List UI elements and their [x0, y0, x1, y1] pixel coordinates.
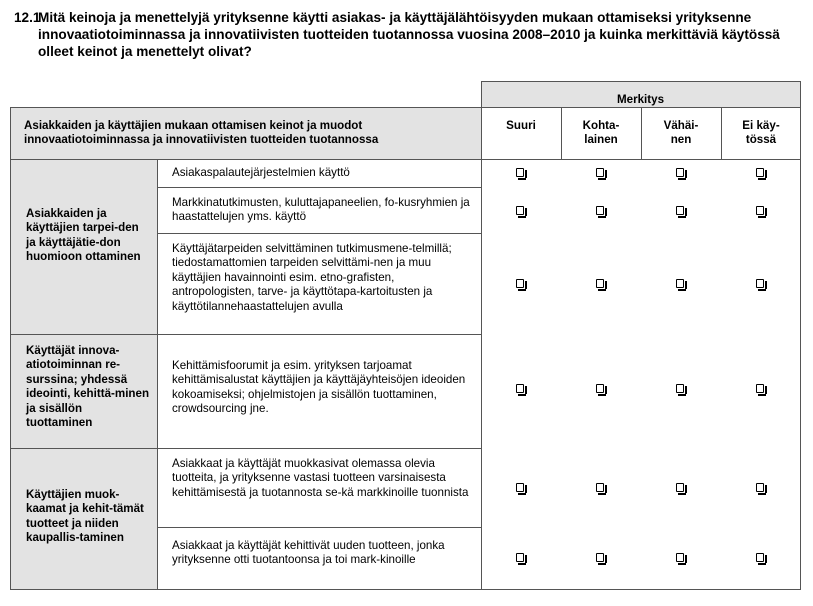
checkbox-vahainen[interactable]: [676, 168, 684, 177]
table-divider: [157, 233, 481, 234]
column-header-vahainen: Vähäi- nen: [663, 119, 699, 147]
item-label: Asiakkaat ja käyttäjät kehittivät uuden tuotteen, jonka yrityksenne otti tuotantoonsa ja toi mark-kinoille: [172, 539, 445, 567]
item-label: Kehittämisfoorumit ja esim. yrityksen tarjoamat kehittämisalustat käyttäjien ja käyttäjäyhteisöjen ideoiden kokoamiseksi; ohjelmistojen ja sisällön tuottaminen, crowdsourcing jne.: [172, 359, 466, 416]
table-border: [481, 81, 801, 82]
checkbox-vahainen[interactable]: [676, 279, 684, 288]
checkbox-suuri[interactable]: [516, 168, 524, 177]
table-divider: [157, 187, 481, 188]
question-number: 12.1: [14, 10, 41, 25]
checkbox-ei-kaytossa[interactable]: [756, 168, 764, 177]
column-header-suuri: Suuri: [506, 119, 536, 132]
checkbox-suuri[interactable]: [516, 384, 524, 393]
table-divider: [10, 159, 801, 160]
checkbox-suuri[interactable]: [516, 206, 524, 215]
checkbox-kohtalainen[interactable]: [596, 483, 604, 492]
table-divider: [157, 159, 158, 590]
table-border: [10, 107, 801, 108]
table-border: [800, 81, 801, 590]
checkbox-suuri[interactable]: [516, 483, 524, 492]
table-border: [10, 589, 801, 590]
category-label: Asiakkaiden ja käyttäjien tarpei-den ja käyttäjätie-don huomioon ottaminen: [26, 207, 141, 264]
item-label: Asiakkaat ja käyttäjät muokkasivat olemassa olevia tuotteita, ja yrityksenne vastasi tuotteen varsinaisesta kehittämisestä ja tuotannosta se-kä markkinoille tuonnista: [172, 457, 469, 499]
category-label: Käyttäjät innova-atiotoiminnan re-surssina; yhdessä ideointi, kehittä-minen ja sisällön tuottaminen: [26, 344, 150, 430]
table-border: [10, 107, 11, 590]
table-divider: [641, 107, 642, 159]
column-header-ei-kaytossa: Ei käy- tössä: [742, 119, 780, 147]
column-header-kohtalainen: Kohta- lainen: [582, 119, 620, 147]
checkbox-vahainen[interactable]: [676, 483, 684, 492]
checkbox-vahainen[interactable]: [676, 553, 684, 562]
item-label: Markkinatutkimusten, kuluttajapaneelien, fo-kusryhmien ja haastattelujen yms. käyttö: [172, 196, 470, 224]
table-divider: [10, 448, 481, 449]
checkbox-ei-kaytossa[interactable]: [756, 279, 764, 288]
checkbox-ei-kaytossa[interactable]: [756, 483, 764, 492]
checkbox-suuri[interactable]: [516, 279, 524, 288]
checkbox-vahainen[interactable]: [676, 384, 684, 393]
checkbox-kohtalainen[interactable]: [596, 553, 604, 562]
table-divider: [561, 107, 562, 159]
table-divider: [10, 334, 481, 335]
table-divider: [157, 527, 481, 528]
item-label: Asiakaspalautejärjestelmien käyttö: [172, 166, 350, 179]
item-label: Käyttäjätarpeiden selvittäminen tutkimusmene-telmillä; tiedostamattomien tarpeiden selvittämi-nen ja muu käyttäjien havainnointi esim. etno-grafisten, antropologisten, tarve- ja käyttötapa-kartoitusten ja käyttötilannehaastattelujen avulla: [172, 242, 452, 313]
group-header-merkitys: Merkitys: [616, 93, 665, 106]
checkbox-ei-kaytossa[interactable]: [756, 384, 764, 393]
checkbox-ei-kaytossa[interactable]: [756, 206, 764, 215]
table-border: [481, 81, 482, 590]
checkbox-kohtalainen[interactable]: [596, 384, 604, 393]
checkbox-suuri[interactable]: [516, 553, 524, 562]
row-header-label: Asiakkaiden ja käyttäjien mukaan ottamisen keinot ja muodot innovaatiotoiminnassa ja innovatiivisten tuotteiden tuotannossa: [24, 119, 379, 147]
checkbox-kohtalainen[interactable]: [596, 279, 604, 288]
checkbox-kohtalainen[interactable]: [596, 168, 604, 177]
question-text: Mitä keinoja ja menettelyjä yrityksenne käytti asiakas- ja käyttäjälähtöisyyden mukaan ottamiseksi yrityksenne innovaatiotoiminnassa ja innovatiivisten tuotteiden tuotannossa vuosina 2008–2010 ja kuinka merkittäviä käytössä olleet keinot ja menettelyt olivat?: [38, 10, 780, 59]
table-divider: [721, 107, 722, 159]
checkbox-kohtalainen[interactable]: [596, 206, 604, 215]
checkbox-ei-kaytossa[interactable]: [756, 553, 764, 562]
checkbox-vahainen[interactable]: [676, 206, 684, 215]
category-label: Käyttäjien muok-kaamat ja kehit-tämät tuotteet ja niiden kaupallis-taminen: [26, 488, 144, 545]
